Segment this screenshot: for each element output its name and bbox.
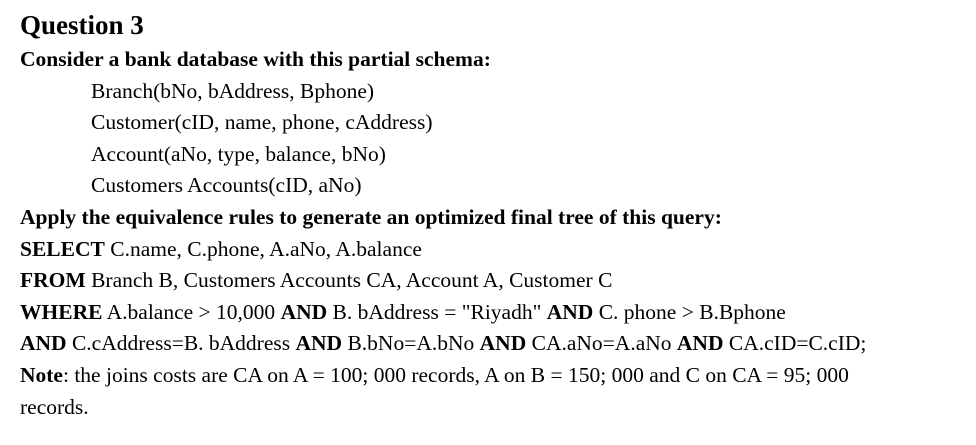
from-keyword: FROM: [20, 268, 86, 293]
join-condition-ano: CA.aNo=A.aNo: [526, 331, 677, 356]
note-line: [20, 360, 970, 392]
schema-customer: Customer(cID, name, phone, cAddress): [91, 110, 433, 135]
schema-branch: Branch(bNo, bAddress, Bphone): [91, 78, 375, 103]
from-tables: Branch B, Customers Accounts CA, Account A, Customer C: [85, 268, 613, 293]
and-keyword: AND: [295, 331, 343, 356]
and-keyword: AND: [20, 331, 67, 356]
note-text: : the joins costs are CA on A = 100; 000 records, A on B = 150; 000 and C on CA = 95; 000: [62, 362, 849, 387]
select-keyword: SELECT: [20, 236, 105, 261]
question-title: Question 3: [20, 10, 144, 40]
join-condition-address: C.cAddress=B. bAddress: [66, 331, 296, 356]
and-keyword: AND: [280, 299, 328, 324]
from-clause: [20, 265, 970, 297]
note-label: Note: [20, 362, 63, 387]
schema-intro: Consider a bank database with this partial schema:: [20, 47, 491, 71]
and-clause-line: [20, 328, 970, 360]
and-keyword: AND: [676, 331, 724, 356]
schema-list: [20, 76, 970, 202]
join-condition-cid: CA.cID=C.cID;: [723, 331, 867, 356]
sql-query: [20, 234, 970, 360]
where-condition-phone: C. phone > B.Bphone: [593, 299, 786, 324]
and-keyword: AND: [546, 299, 594, 324]
and-keyword: AND: [479, 331, 527, 356]
note-continuation: records.: [20, 394, 89, 419]
schema-customers-accounts: Customers Accounts(cID, aNo): [91, 173, 362, 198]
schema-account: Account(aNo, type, balance, bNo): [91, 141, 386, 166]
where-keyword: WHERE: [20, 299, 103, 324]
where-condition-address: B. bAddress = "Riyadh": [327, 299, 547, 324]
where-condition-balance: A.balance > 10,000: [102, 299, 281, 324]
join-condition-bno: B.bNo=A.bNo: [342, 331, 480, 356]
where-clause: [20, 297, 970, 329]
select-clause: [20, 234, 970, 266]
document: [20, 6, 970, 423]
select-columns: C.name, C.phone, A.aNo, A.balance: [104, 236, 422, 261]
instruction: Apply the equivalence rules to generate an optimized final tree of this query:: [20, 204, 722, 229]
